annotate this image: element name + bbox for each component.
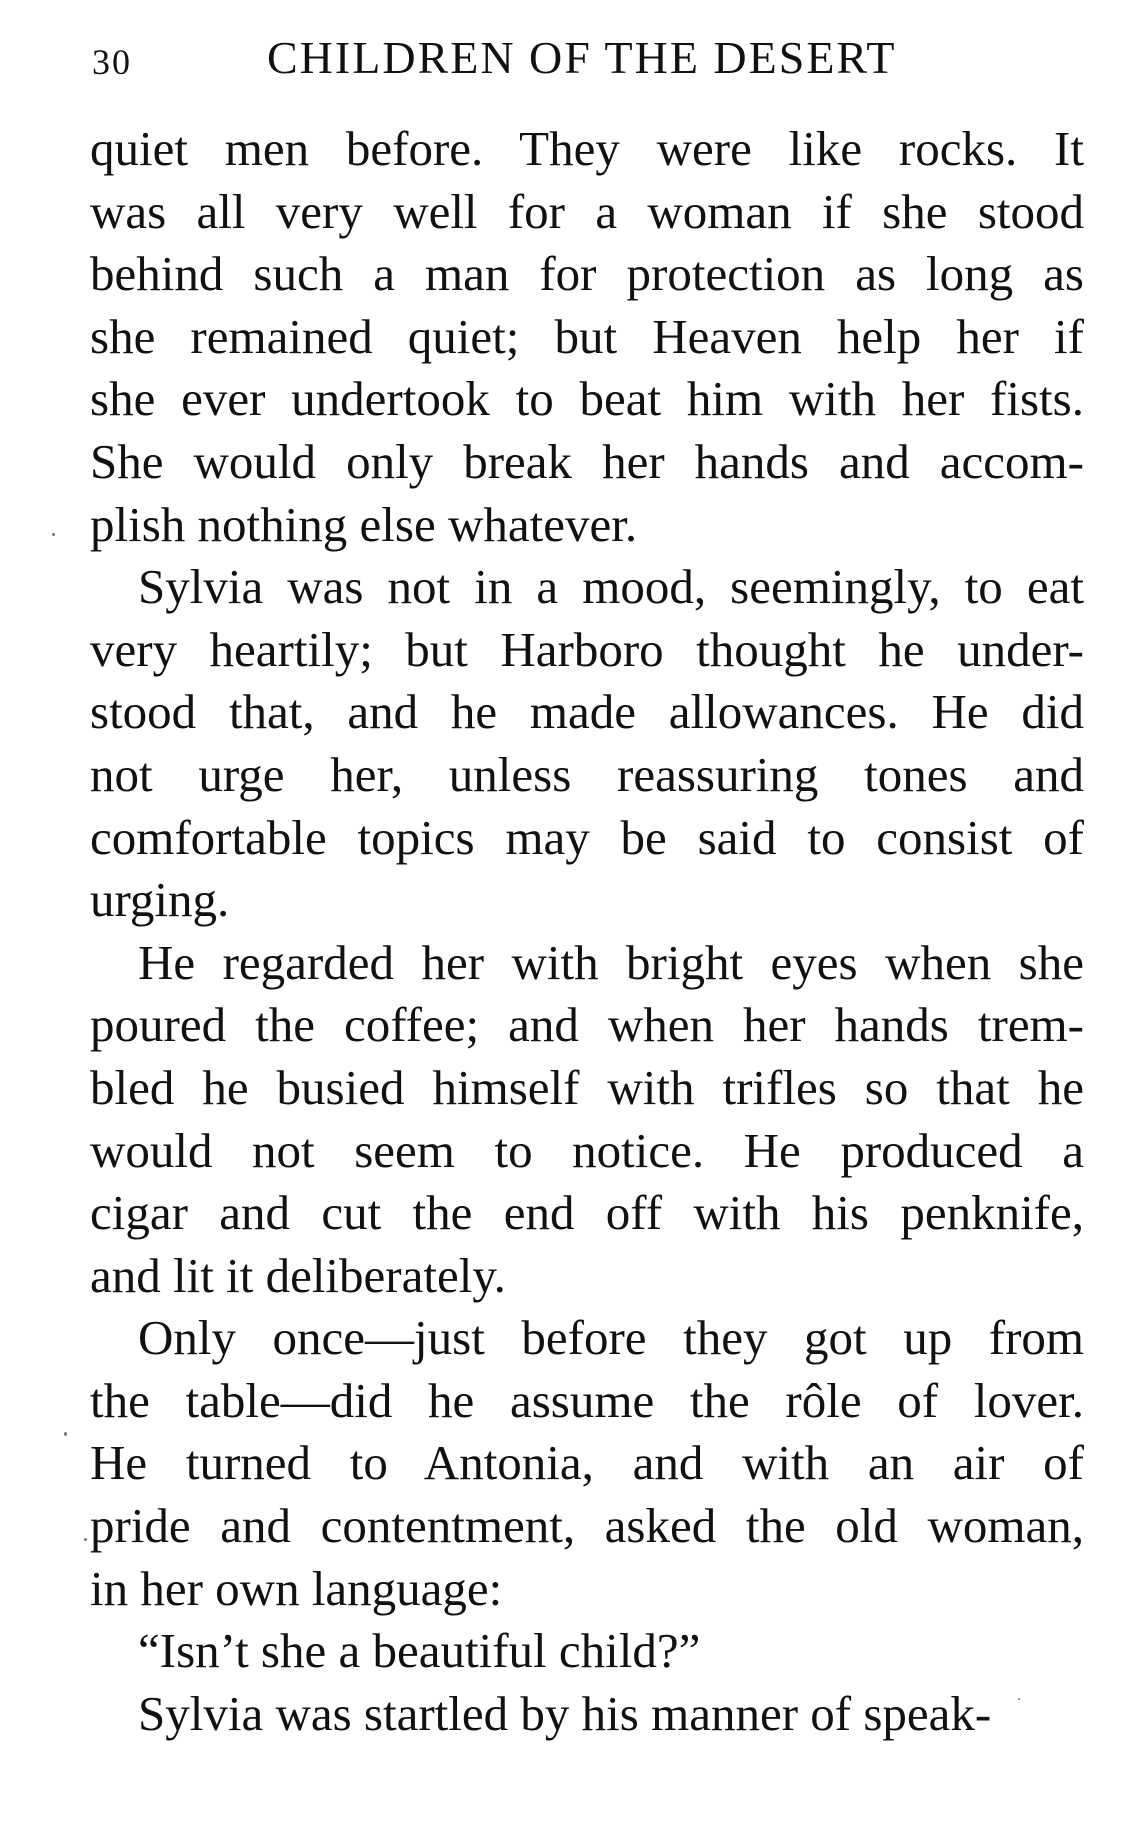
text-line: the table—did he assume the rôle of lover. [90, 1372, 1084, 1428]
text-line: cigar and cut the end off with his penknife, [90, 1185, 1084, 1241]
text-line: stood that, and he made allowances. He did [90, 684, 1084, 740]
text-line: would not seem to notice. He produced a [90, 1122, 1084, 1178]
page-number: 30 [92, 42, 132, 82]
text-line: Sylvia was not in a mood, seemingly, to eat [138, 559, 1084, 615]
scan-speck [52, 533, 55, 536]
body-text [90, 118, 1084, 1745]
text-line: plish nothing else whatever. [90, 496, 638, 552]
running-title: CHILDREN OF THE DESERT [267, 32, 897, 83]
text-line: behind such a man for protection as long as [90, 246, 1084, 302]
text-line: not urge her, unless reassuring tones and [90, 746, 1084, 802]
text-line: poured the coffee; and when her hands trem- [90, 997, 1084, 1053]
scan-speck [1018, 1698, 1020, 1700]
text-line: He turned to Antonia, and with an air of [90, 1435, 1084, 1491]
text-line: urging. [90, 872, 230, 928]
text-line: Sylvia was startled by his manner of speak- [138, 1685, 992, 1741]
text-line: she remained quiet; but Heaven help her if [90, 308, 1084, 364]
text-line: and lit it deliberately. [90, 1247, 506, 1303]
text-line: bled he busied himself with trifles so that he [90, 1059, 1084, 1115]
text-line: He regarded her with bright eyes when she [138, 934, 1084, 990]
text-line: quiet men before. They were like rocks. It [90, 121, 1084, 176]
text-line: Only once—just before they got up from [138, 1310, 1084, 1366]
text-line: “Isn’t she a beautiful child?” [138, 1623, 701, 1679]
scan-speck [84, 1538, 87, 1541]
text-line: pride and contentment, asked the old woman, [90, 1498, 1084, 1554]
text-line: very heartily; but Harboro thought he under- [90, 621, 1084, 677]
text-line: was all very well for a woman if she stood [90, 183, 1084, 239]
text-line: comfortable topics may be said to consist of [90, 809, 1084, 865]
scan-speck [64, 1432, 67, 1436]
text-line: She would only break her hands and accom- [90, 433, 1084, 489]
text-line: in her own language: [90, 1560, 503, 1616]
text-line: she ever undertook to beat him with her fists. [90, 371, 1084, 427]
page-header [92, 28, 1082, 88]
